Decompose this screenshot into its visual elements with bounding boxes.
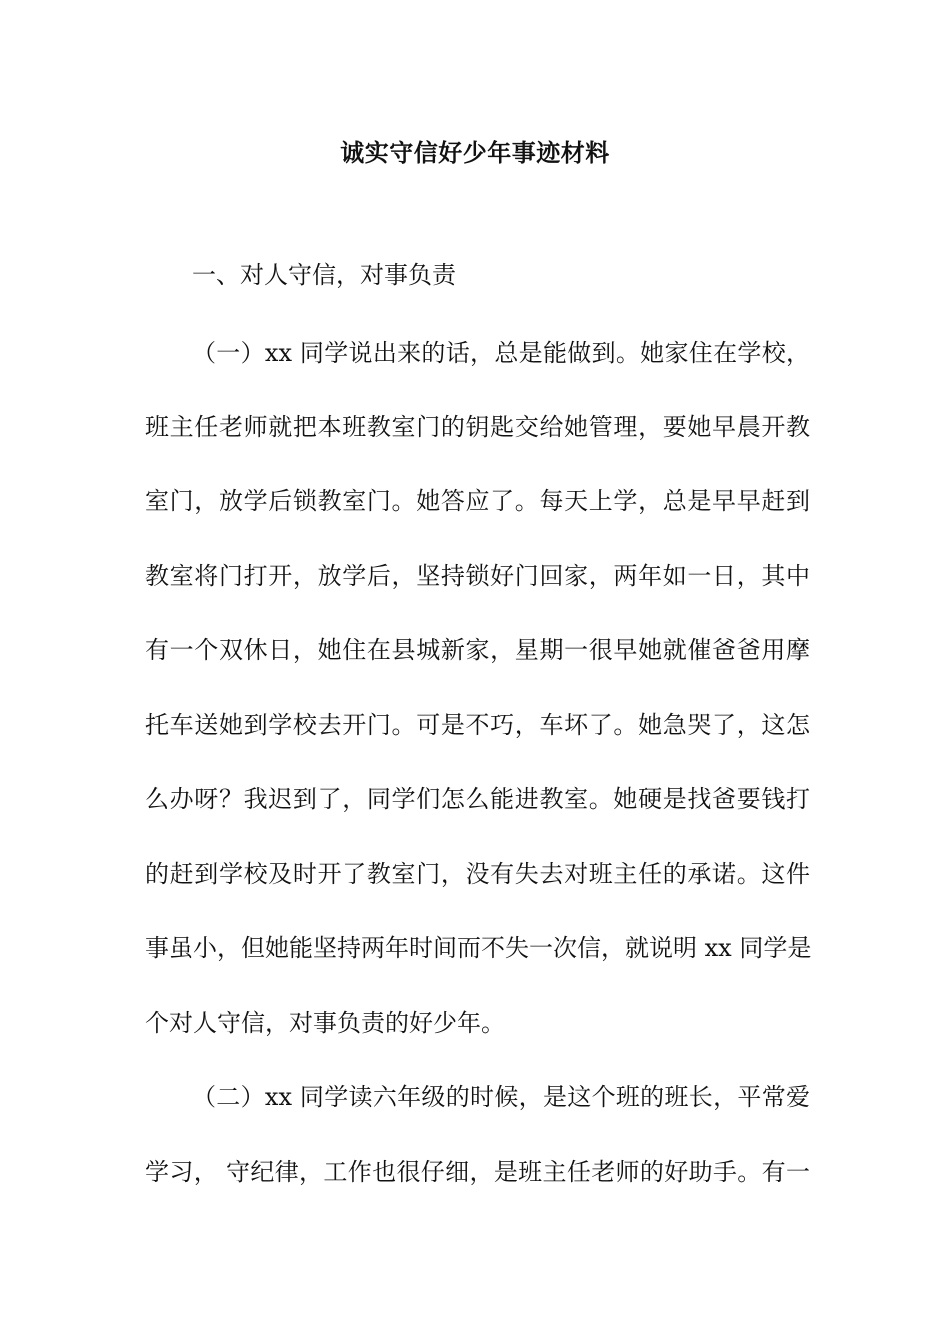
- paragraph-line: 的赶到学校及时开了教室门，没有失去对班主任的承诺。这件: [145, 860, 810, 888]
- paragraph-line: （一）xx 同学说出来的话，总是能做到。她家住在学校，: [192, 339, 810, 367]
- paragraph-line: 教室将门打开，放学后，坚持锁好门回家，两年如一日，其中: [145, 562, 810, 590]
- paragraph-line: 学习， 守纪律，工作也很仔细，是班主任老师的好助手。有一: [145, 1158, 810, 1186]
- section-heading: 一、对人守信，对事负责: [192, 261, 456, 289]
- paragraph-line: 室门，放学后锁教室门。她答应了。每天上学，总是早早赶到: [145, 487, 810, 515]
- document-title: 诚实守信好少年事迹材料: [340, 139, 610, 167]
- paragraph-line: 有一个双休日，她住在县城新家，星期一很早她就催爸爸用摩: [145, 636, 810, 664]
- paragraph-line: 托车送她到学校去开门。可是不巧，车坏了。她急哭了，这怎: [145, 711, 810, 739]
- paragraph-line: 个对人守信，对事负责的好少年。: [145, 1009, 505, 1037]
- paragraph-line: 么办呀？我迟到了，同学们怎么能进教室。她硬是找爸要钱打: [145, 785, 810, 813]
- paragraph-line: 班主任老师就把本班教室门的钥匙交给她管理，要她早晨开教: [145, 413, 810, 441]
- paragraph-line: （二）xx 同学读六年级的时候，是这个班的班长，平常爱: [192, 1083, 810, 1111]
- paragraph-line: 事虽小，但她能坚持两年时间而不失一次信，就说明 xx 同学是: [145, 934, 812, 962]
